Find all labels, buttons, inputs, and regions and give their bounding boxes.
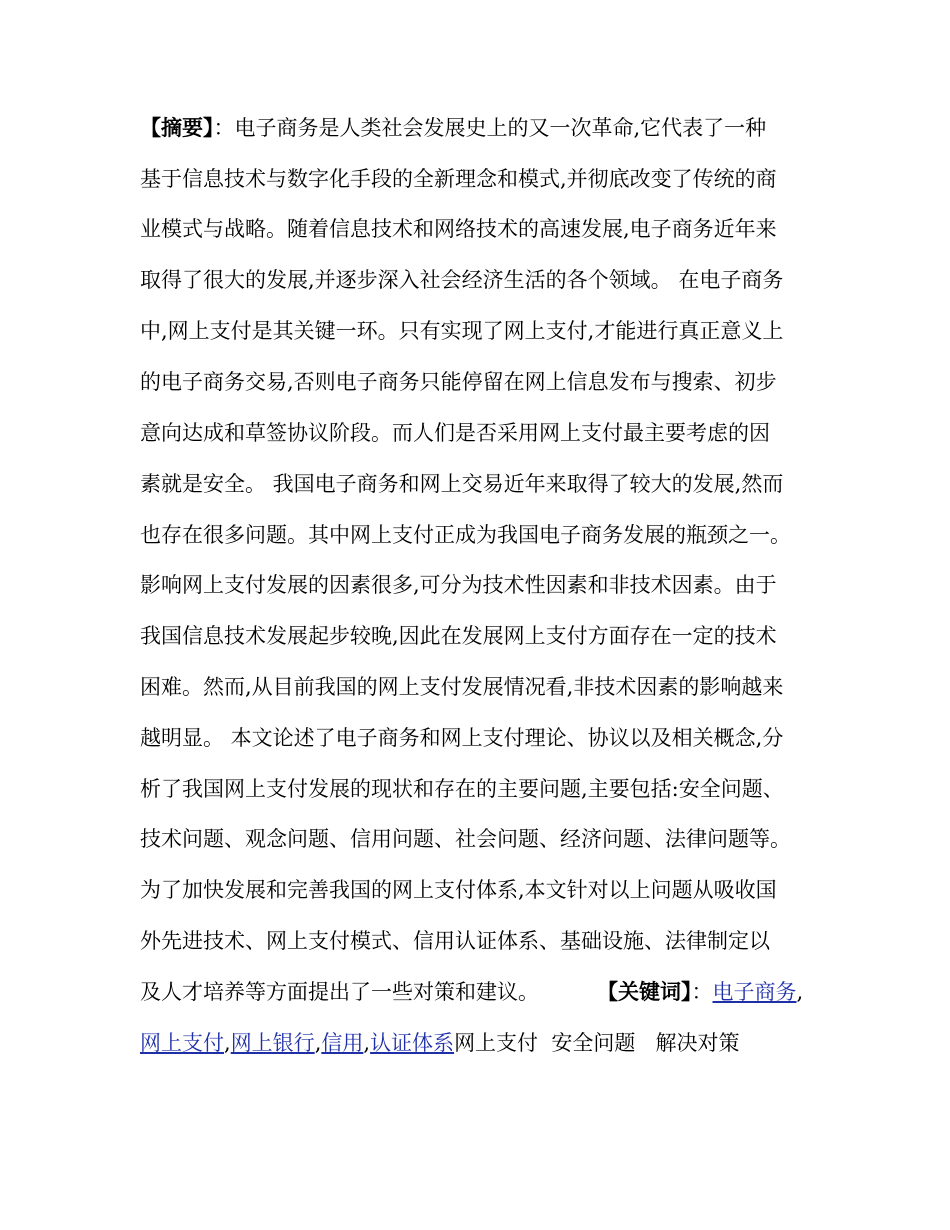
abstract-line-2: 基于信息技术与数字化手段的全新理念和模式,并彻底改变了传统的商	[140, 167, 777, 191]
abstract-text: 及人才培养等方面提出了一些对策和建议。	[140, 980, 539, 1004]
abstract-line-18	[140, 977, 803, 1007]
abstract-line-14: 析了我国网上支付发展的现状和存在的主要问题,主要包括:安全问题、	[140, 777, 784, 801]
abstract-line-16: 为了加快发展和完善我国的网上支付体系,本文针对以上问题从吸收国	[140, 878, 777, 902]
abstract-line-17: 外先进技术、网上支付模式、信用认证体系、基础设施、法律制定以	[140, 929, 770, 953]
abstract-line-8: 素就是安全。 我国电子商务和网上交易近年来取得了较大的发展,然而	[140, 472, 784, 496]
abstract-label: 【摘要】	[140, 115, 214, 140]
keywords-label: 【关键词】	[597, 979, 692, 1004]
keyword-link-online-banking[interactable]: 网上银行	[230, 1031, 315, 1055]
abstract-line-6: 的电子商务交易,否则电子商务只能停留在网上信息发布与搜索、初步	[140, 370, 777, 394]
keyword-link-certification-system[interactable]: 认证体系	[370, 1031, 455, 1055]
abstract-line-1	[140, 113, 766, 143]
abstract-line-5: 中,网上支付是其关键一环。只有实现了网上支付,才能进行真正意义上	[140, 319, 784, 343]
keywords-tail: 网上支付 安全问题 解决对策	[454, 1031, 740, 1055]
keywords-separator: ：	[691, 980, 713, 1004]
keyword-comma: ,	[363, 1031, 371, 1055]
abstract-line-3: 业模式与战略。随着信息技术和网络技术的高速发展,电子商务近年来	[140, 217, 777, 241]
abstract-line-12: 困难。然而,从目前我国的网上支付发展情况看,非技术因素的影响越来	[140, 675, 784, 699]
abstract-line-15: 技术问题、观念问题、信用问题、社会问题、经济问题、法律问题等。	[140, 827, 791, 851]
keyword-comma: ,	[796, 980, 804, 1004]
keyword-comma: ,	[224, 1031, 231, 1055]
abstract-line-4: 取得了很大的发展,并逐步深入社会经济生活的各个领域。 在电子商务	[140, 268, 784, 292]
abstract-separator: ：	[213, 116, 235, 140]
abstract-line-9: 也存在很多问题。其中网上支付正成为我国电子商务发展的瓶颈之一。	[140, 523, 791, 547]
keyword-link-online-payment[interactable]: 网上支付	[140, 1031, 224, 1055]
keyword-comma: ,	[314, 1031, 322, 1055]
keywords-line-2	[140, 1028, 739, 1058]
keyword-link-credit[interactable]: 信用	[321, 1031, 364, 1055]
abstract-line-11: 我国信息技术发展起步较晚,因此在发展网上支付方面存在一定的技术	[140, 624, 777, 648]
abstract-line-7: 意向达成和草签协议阶段。而人们是否采用网上支付最主要考虑的因	[140, 421, 770, 445]
abstract-line-10: 影响网上支付发展的因素很多,可分为技术性因素和非技术因素。由于	[140, 573, 777, 597]
abstract-text: 电子商务是人类社会发展史上的又一次革命,它代表了一种	[234, 116, 767, 140]
keyword-link-ecommerce[interactable]: 电子商务	[712, 980, 797, 1004]
abstract-line-13: 越明显。 本文论述了电子商务和网上支付理论、协议以及相关概念,分	[140, 726, 784, 750]
